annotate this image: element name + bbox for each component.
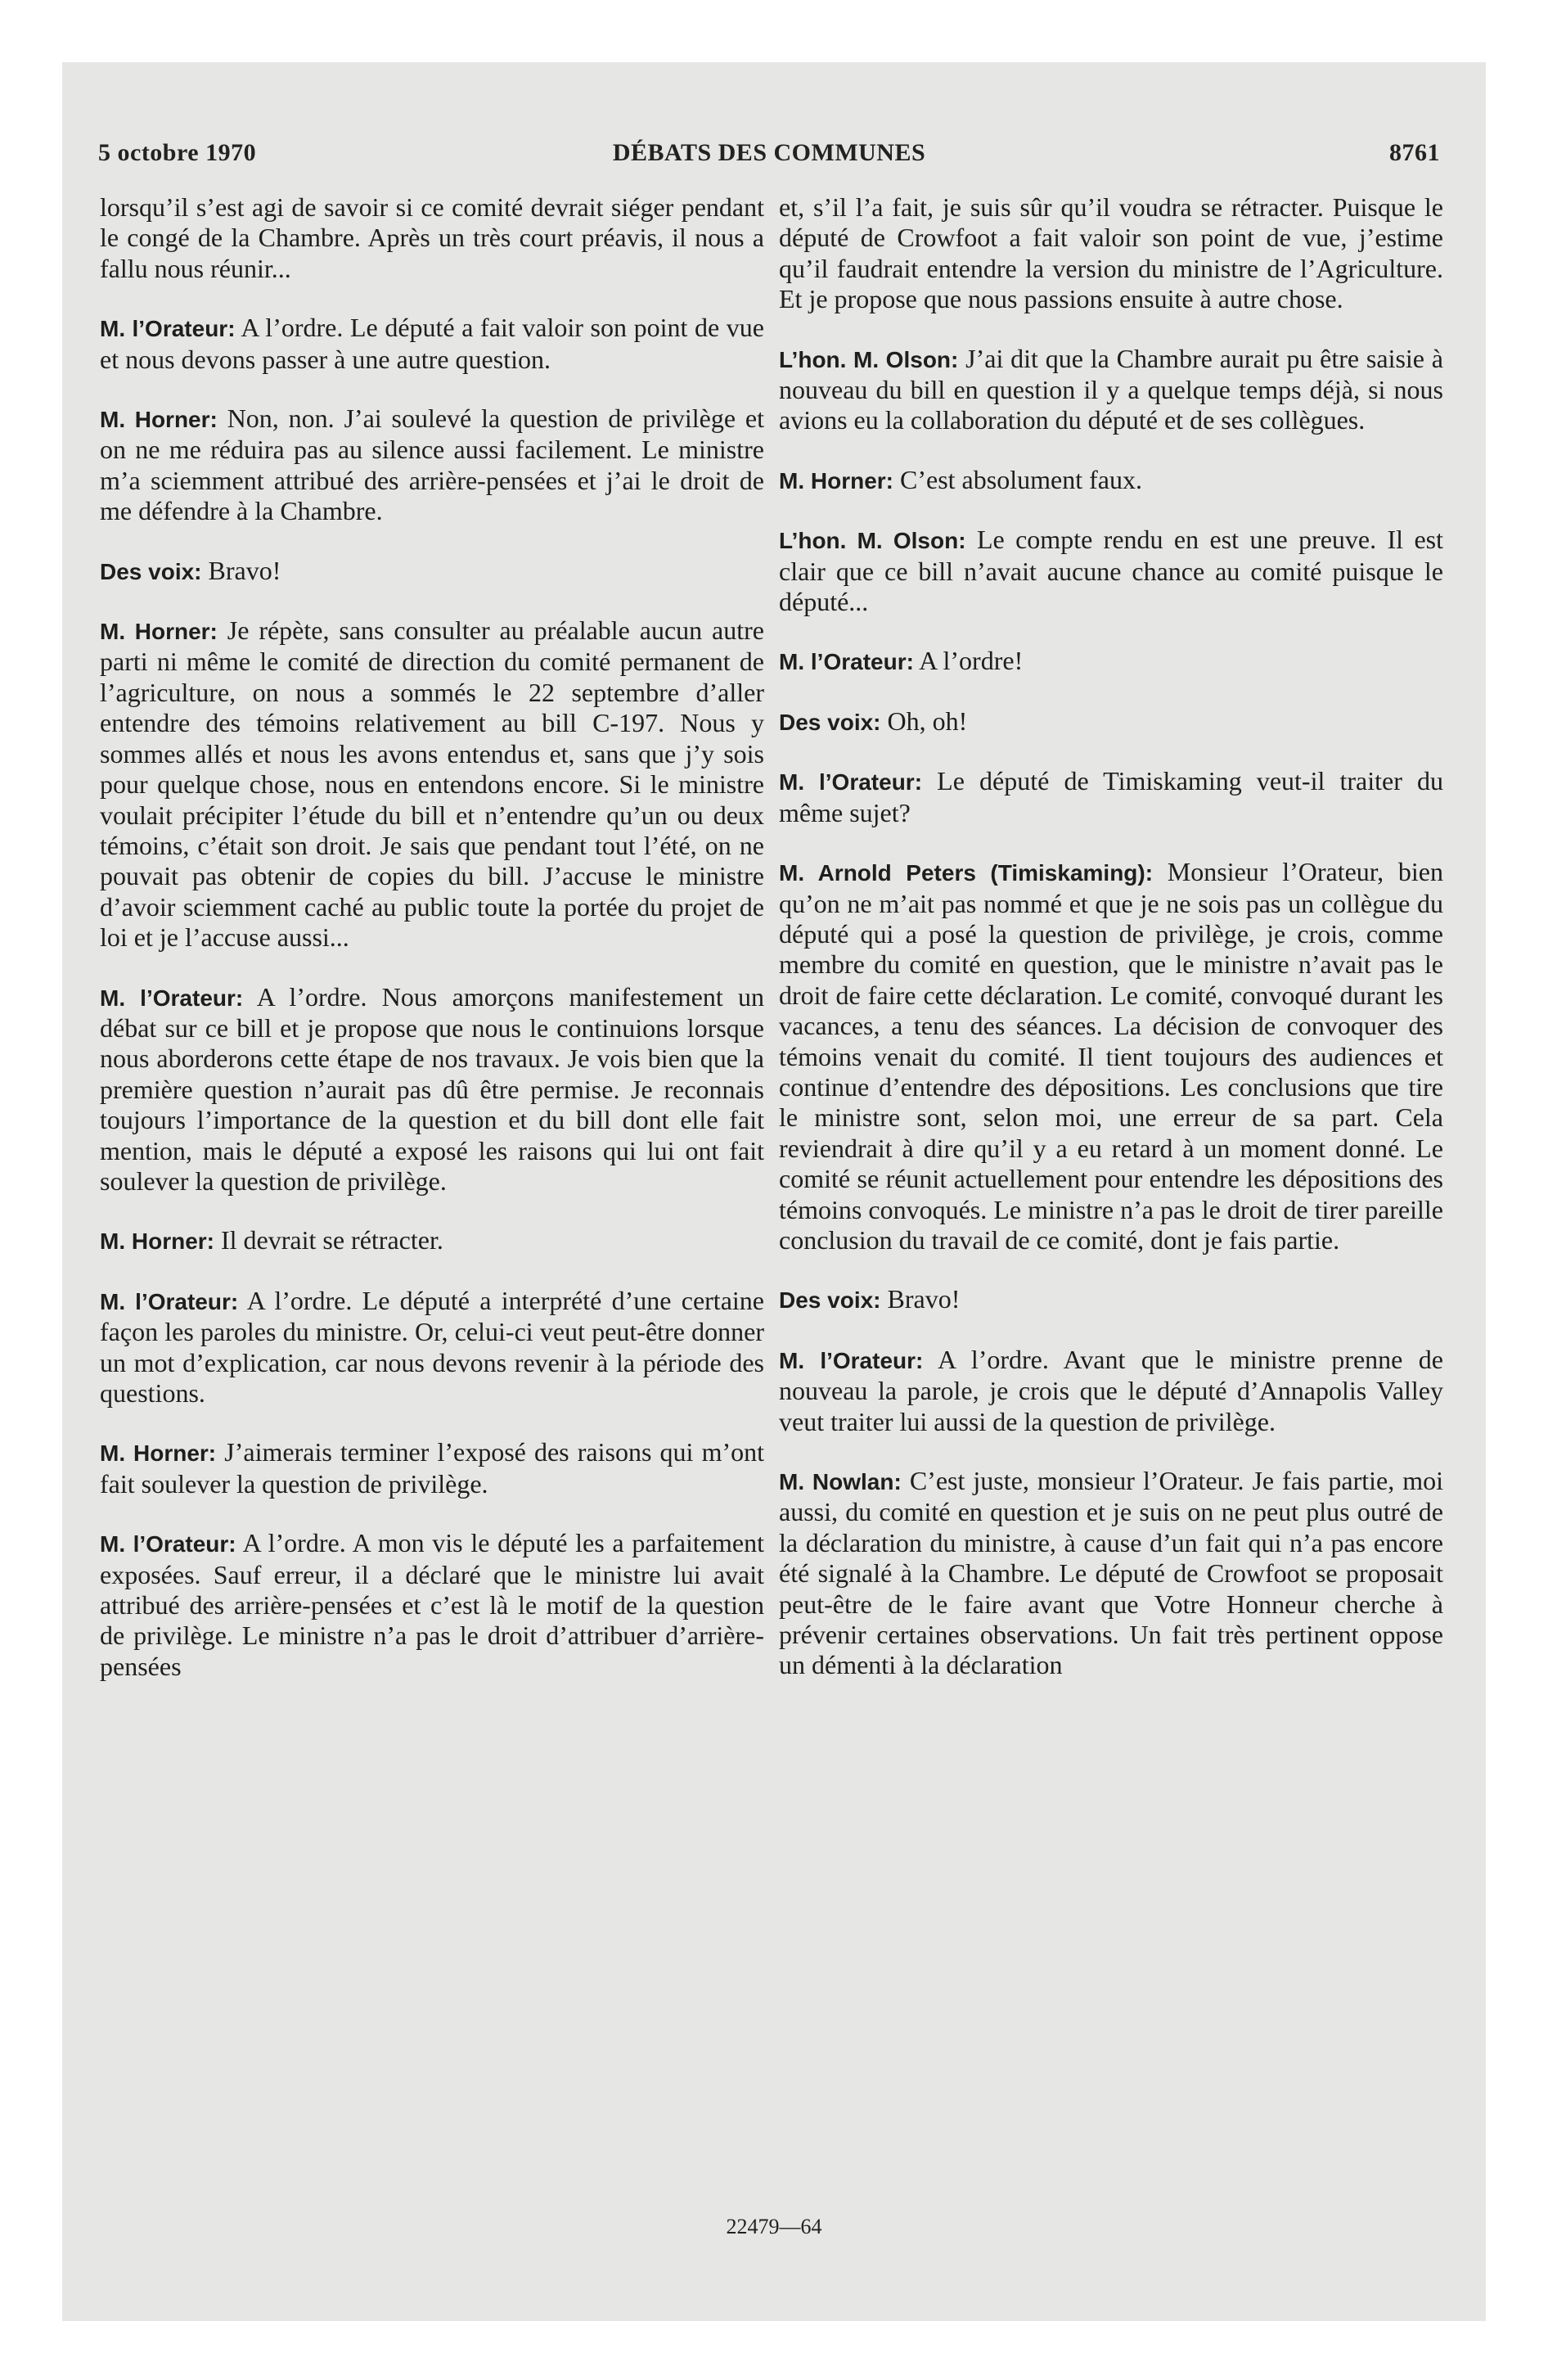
speech-paragraph [100,615,764,953]
speech-paragraph [779,1345,1443,1437]
speaker-name: L’hon. M. Olson: [779,528,966,554]
speaker-name: Des voix: [100,558,202,584]
speech-text: A l’ordre. Avant que le ministre prenne de nouveau la parole, je crois que le député d’Annapolis Valley veut traiter lui aussi de la question de privilège. [779,1344,1443,1436]
speech-text: Il devrait se rétracter. [221,1225,443,1255]
speaker-name: M. Nowlan: [779,1469,902,1494]
speech-paragraph [779,1284,1443,1315]
speech-paragraph [779,465,1443,496]
speech-paragraph [100,1225,764,1256]
speech-text: Non, non. J’ai soulevé la question de privilège et on ne me réduira pas au silence aussi facilement. Le ministre m’a sciemment attribué des arrière-pensées et j’ai le droit de me défendre à la Chambre. [100,403,765,526]
speech-paragraph [100,1437,764,1499]
header-date: 5 octobre 1970 [98,139,257,166]
speech-text: Le compte rendu en est une preuve. Il est clair que ce bill n’avait aucune chance au comité puisque le député... [779,525,1444,617]
left-column [100,192,764,1711]
speaker-name: M. l’Orateur: [779,1347,924,1373]
header-title: DÉBATS DES COMMUNES [612,139,926,166]
speech-text: C’est absolument faux. [900,464,1142,494]
speech-paragraph [779,192,1443,315]
speech-text: J’ai dit que la Chambre aurait pu être saisie à nouveau du bill en question il y a quelque temps déjà, si nous avions eu la collaboration du député et de ses collègues. [779,343,1443,435]
speech-paragraph [779,344,1443,436]
speech-text: A l’ordre. Nous amorçons manifestement un débat sur ce bill et je propose que nous le continuions lorsque nous aborderons cette étape de nos travaux. Je vois bien que la première question n’aurait pas dû être permise. Je reconnais toujours l’importance de la question et du bill dont elle fait mention, mais le député a exposé les raisons qui lui ont fait soulever la question de privilège. [100,981,765,1196]
speech-text: A l’ordre. Le député a fait valoir son point de vue et nous devons passer à une autre question. [100,313,764,374]
speech-text: A l’ordre! [919,646,1024,676]
speech-text: et, s’il l’a fait, je suis sûr qu’il voudra se rétracter. Puisque le député de Crowfoot a fait valoir son point de vue, j’estime qu’il faudrait entendre la version du ministre de l’Agriculture. Et je propose que nous passions ensuite à autre chose. [779,192,1443,314]
speech-paragraph [779,857,1443,1255]
speech-text: Bravo! [887,1284,961,1314]
speech-text: A l’ordre. A mon vis le député les a parfaitement exposées. Sauf erreur, il a déclaré que le ministre lui avait attribué des arrière-pensées et c’est là le motif de la question de privilège. Le ministre n’a pas le droit d’attribuer d’arrière-pensées [100,1528,765,1681]
speaker-name: L’hon. M. Olson: [779,346,959,372]
speech-paragraph [100,1528,764,1682]
speaker-name: M. Horner: [100,619,218,645]
speech-text: Monsieur l’Orateur, bien qu’on ne m’ait pas nommé et que je ne sois pas un collègue du député qui a posé la question de privilège, je crois, comme membre du comité en question, que le ministre n’avait pas le droit de faire cette déclaration. Le comité, convoqué durant les vacances, a tenu des séances. La décision de convoquer des témoins venait du comité. Il tient toujours des audiences et continue d’entendre des dépositions. Les conclusions que tire le ministre sont, selon moi, une erreur de sa part. Cela reviendrait à dire qu’il y a eu retard à un moment donné. Le comité se réunit actuellement pour entendre les dépositions des témoins convoqués. Le ministre n’a pas le droit de tirer pareille conclusion du travail de ce comité, dont je fais partie. [779,857,1443,1255]
speaker-name: M. Arnold Peters (Timiskaming): [779,860,1154,886]
speech-paragraph [779,525,1443,617]
speech-paragraph [100,403,764,527]
speaker-name: M. l’Orateur: [779,649,914,675]
speaker-name: M. l’Orateur: [100,985,244,1011]
speaker-name: M. l’Orateur: [779,769,923,796]
speech-paragraph [100,192,764,284]
speech-text: Le député de Timiskaming veut-il traiter du même sujet? [779,766,1443,827]
speech-text: Je répète, sans consulter au préalable aucun autre parti ni même le comité de direction du comité permanent de l’agriculture, on nous a sommés le 22 septembre d’aller entendre des témoins relativement au bill C-197. Nous y sommes allés et nous les avons entendus et, sans que j’y sois pour quelque chose, nous en entendons encore. Si le ministre voulait précipiter l’étude du bill et n’entendre qu’un ou deux témoins, c’était son droit. Je sais que pendant tout l’été, on ne pouvait pas obtenir de copies du bill. J’accuse le ministre d’avoir sciemment caché au public toute la portée du projet de loi et je l’accuse aussi... [100,615,765,953]
speech-paragraph [779,1466,1443,1681]
speaker-name: M. Horner: [100,1228,214,1255]
speech-paragraph [779,706,1443,737]
speech-text: A l’ordre. Le député a interprété d’une certaine façon les paroles du ministre. Or, celui-ci veut peut-être donner un mot d’explication, car nous devons revenir à la période des questions. [100,1285,764,1408]
speaker-name: M. Horner: [100,407,218,433]
speech-text: Oh, oh! [887,705,968,736]
speaker-name: M. Horner: [779,467,893,494]
speech-paragraph [100,556,764,587]
speech-text: Bravo! [208,555,281,585]
speaker-name: M. l’Orateur: [100,316,236,342]
right-column [779,192,1443,1710]
speaker-name: Des voix: [779,1287,881,1314]
speech-text: J’aimerais terminer l’exposé des raisons qui m’ont fait soulever la question de privilège. [100,1437,765,1499]
speech-paragraph [100,1286,764,1409]
speaker-name: M. l’Orateur: [100,1531,236,1557]
speaker-name: M. l’Orateur: [100,1288,239,1314]
speech-paragraph [100,982,764,1197]
page-number: 8761 [1389,139,1440,166]
page-header [98,139,1440,178]
speech-paragraph [779,766,1443,828]
speech-text: C’est juste, monsieur l’Orateur. Je fais partie, moi aussi, du comité en question et je suis on ne peut plus outré de la déclaration du ministre, à cause d’un fait qui n’a pas encore été signalé à la Chambre. Le député de Crowfoot se proposait peut-être de le faire avant que Votre Honneur cherche à prévenir certaines observations. Un fait très pertinent oppose un démenti à la déclaration [779,1466,1444,1680]
speaker-name: M. Horner: [100,1440,217,1467]
speech-paragraph [779,646,1443,677]
footer-code: 22479—64 [726,2215,822,2238]
speaker-name: Des voix: [779,709,881,735]
speech-paragraph [100,313,764,375]
speech-text: lorsqu’il s’est agi de savoir si ce comité devrait siéger pendant le congé de la Chambre. Après un très court préavis, il nous a fallu nous réunir... [100,192,764,283]
